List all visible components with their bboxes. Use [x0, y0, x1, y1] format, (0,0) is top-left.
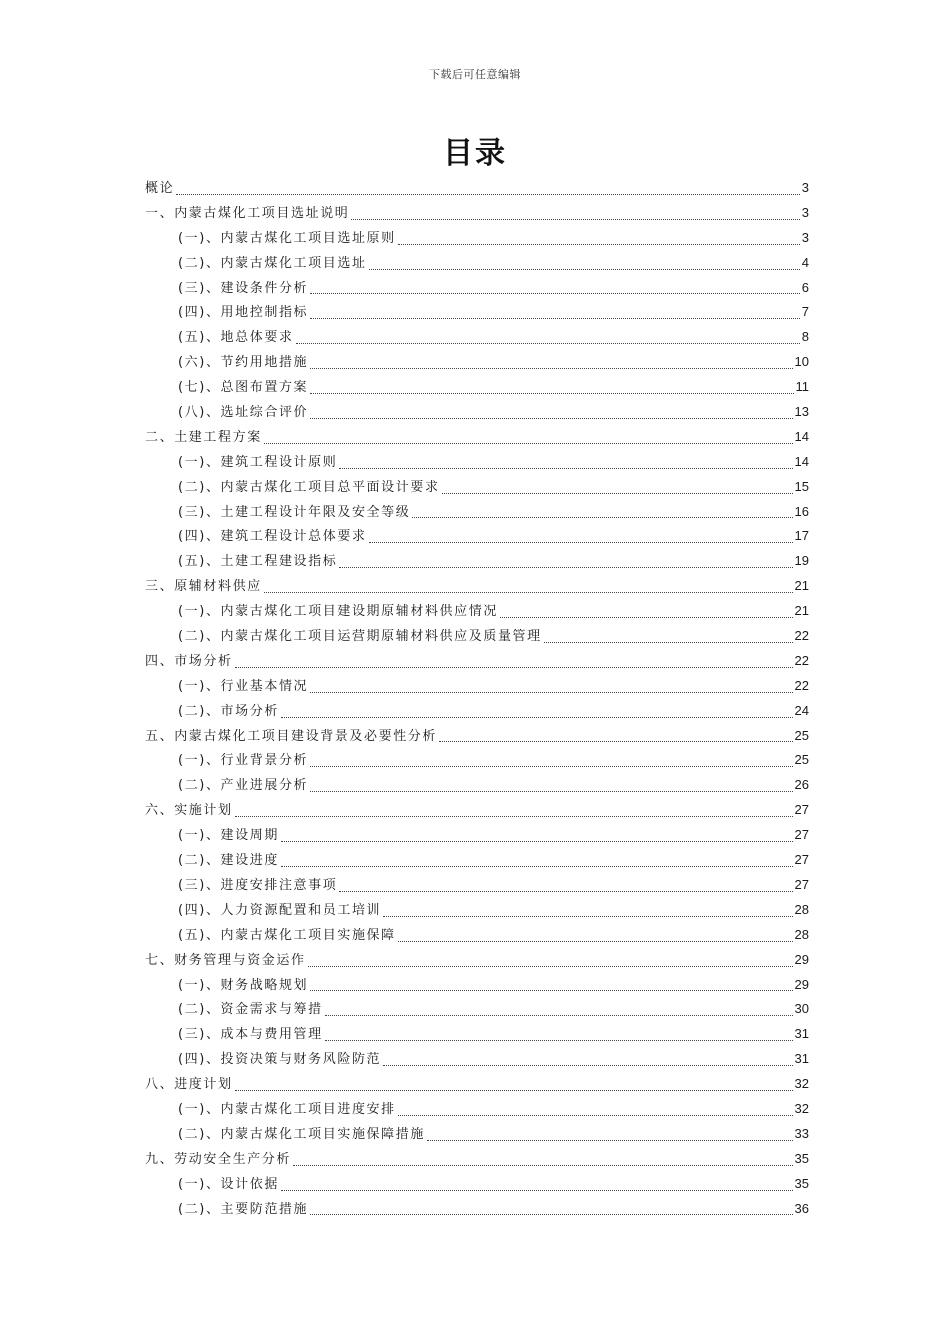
toc-entry[interactable]: [145, 997, 809, 1022]
dot-leader: [412, 516, 792, 518]
toc-entry-label: (一)、设计依据: [178, 1176, 279, 1192]
toc-entry[interactable]: [145, 798, 809, 823]
toc-entry[interactable]: [145, 848, 809, 873]
toc-entry-page-number: 27: [794, 827, 809, 843]
toc-entry-page-number: 21: [794, 578, 809, 594]
toc-entry-label: (五)、内蒙古煤化工项目实施保障: [178, 927, 396, 943]
toc-entry[interactable]: [145, 500, 809, 525]
dot-leader: [176, 193, 800, 195]
toc-entry-page-number: 25: [794, 752, 809, 768]
toc-entry-page-number: 35: [794, 1175, 809, 1191]
toc-entry-label: 概论: [145, 181, 175, 196]
toc-entry[interactable]: [145, 873, 809, 898]
toc-entry[interactable]: [145, 823, 809, 848]
dot-leader: [310, 367, 792, 369]
toc-entry[interactable]: [145, 524, 809, 549]
dot-leader: [310, 765, 792, 767]
dot-leader: [500, 616, 793, 618]
dot-leader: [442, 492, 793, 494]
dot-leader: [235, 666, 793, 668]
toc-entry-label: 三、原辅材料供应: [145, 579, 262, 595]
toc-entry-page-number: 4: [801, 254, 809, 270]
dot-leader: [281, 716, 793, 718]
toc-entry-page-number: 33: [794, 1125, 809, 1141]
toc-entry-page-number: 16: [794, 503, 809, 519]
toc-entry[interactable]: [145, 1197, 809, 1222]
toc-entry[interactable]: [145, 1122, 809, 1147]
dot-leader: [308, 965, 793, 967]
toc-entry[interactable]: [145, 300, 809, 325]
toc-entry-page-number: 3: [801, 180, 809, 195]
toc-entry[interactable]: [145, 176, 809, 201]
toc-entry-label: (一)、建设周期: [178, 828, 279, 844]
dot-leader: [544, 641, 793, 643]
dot-leader: [325, 1014, 793, 1016]
toc-entry-page-number: 36: [794, 1200, 809, 1216]
dot-leader: [369, 541, 793, 543]
toc-entry-label: (二)、内蒙古煤化工项目实施保障措施: [178, 1126, 425, 1142]
toc-entry-label: (一)、财务战略规划: [178, 977, 309, 993]
toc-entry-page-number: 14: [794, 453, 809, 469]
dot-leader: [310, 317, 800, 319]
toc-entry-label: (一)、内蒙古煤化工项目建设期原辅材料供应情况: [178, 604, 498, 620]
toc-entry-page-number: 35: [794, 1150, 809, 1166]
dot-leader: [296, 342, 800, 344]
toc-entry[interactable]: [145, 1022, 809, 1047]
dot-leader: [325, 1039, 793, 1041]
toc-entry-page-number: 10: [794, 354, 809, 370]
toc-entry-label: (四)、建筑工程设计总体要求: [178, 529, 367, 545]
dot-leader: [439, 740, 793, 742]
toc-entry-label: (一)、行业基本情况: [178, 678, 309, 694]
toc-entry-label: (四)、用地控制指标: [178, 305, 309, 321]
toc-entry-label: 九、劳动安全生产分析: [145, 1151, 292, 1167]
toc-entry-label: (二)、内蒙古煤化工项目运营期原辅材料供应及质量管理: [178, 629, 542, 645]
dot-leader: [398, 1114, 793, 1116]
toc-entry[interactable]: [145, 425, 809, 450]
toc-entry-label: (二)、产业进展分析: [178, 778, 309, 794]
toc-title: 目录: [443, 136, 507, 171]
toc-entry[interactable]: [145, 574, 809, 599]
toc-entry[interactable]: [145, 898, 809, 923]
toc-entry-label: 四、市场分析: [145, 653, 233, 669]
page-header: 下载后可任意编辑: [429, 68, 521, 81]
dot-leader: [235, 1089, 793, 1091]
toc-entry-page-number: 17: [794, 528, 809, 544]
toc-entry[interactable]: [145, 773, 809, 798]
dot-leader: [281, 1189, 793, 1191]
toc-entry-page-number: 22: [794, 628, 809, 644]
toc-entry-label: 二、土建工程方案: [145, 429, 262, 445]
dot-leader: [339, 566, 792, 568]
toc-entry-label: (二)、内蒙古煤化工项目选址: [178, 255, 367, 271]
dot-leader: [310, 989, 792, 991]
toc-entry[interactable]: [145, 674, 809, 699]
dot-leader: [427, 1139, 793, 1141]
dot-leader: [281, 865, 793, 867]
toc-entry-page-number: 22: [794, 652, 809, 668]
toc-entry[interactable]: [145, 624, 809, 649]
toc-entry-page-number: 14: [794, 428, 809, 444]
toc-entry-page-number: 32: [794, 1076, 809, 1092]
toc-entry-label: (六)、节约用地措施: [178, 355, 309, 371]
dot-leader: [398, 940, 793, 942]
dot-leader: [310, 392, 793, 394]
toc-entry-label: (五)、地总体要求: [178, 330, 294, 346]
toc-entry-page-number: 30: [794, 1001, 809, 1017]
toc-entry[interactable]: [145, 226, 809, 251]
dot-leader: [339, 467, 792, 469]
toc-entry-page-number: 28: [794, 926, 809, 942]
toc-entry-page-number: 6: [801, 279, 809, 295]
toc-entry-label: (一)、行业背景分析: [178, 753, 309, 769]
dot-leader: [310, 691, 792, 693]
toc-entry[interactable]: [145, 948, 809, 973]
toc-entry-page-number: 29: [794, 951, 809, 967]
toc-entry[interactable]: [145, 748, 809, 773]
dot-leader: [264, 591, 793, 593]
toc-entry-page-number: 32: [794, 1100, 809, 1116]
toc-entry-page-number: 19: [794, 553, 809, 569]
dot-leader: [310, 790, 792, 792]
toc-entry-page-number: 27: [794, 802, 809, 818]
toc-entry-label: (三)、成本与费用管理: [178, 1027, 323, 1043]
toc-entry-page-number: 31: [794, 1051, 809, 1067]
toc-entry[interactable]: [145, 325, 809, 350]
toc-entry-label: (一)、内蒙古煤化工项目选址原则: [178, 230, 396, 246]
dot-leader: [383, 915, 792, 917]
toc-entry-label: (三)、进度安排注意事项: [178, 877, 338, 893]
toc-entry-label: 一、内蒙古煤化工项目选址说明: [145, 205, 350, 221]
toc-entry-page-number: 7: [801, 304, 809, 320]
dot-leader: [310, 1213, 792, 1215]
toc-entry-label: 七、财务管理与资金运作: [145, 952, 306, 968]
toc-entry[interactable]: [145, 923, 809, 948]
toc-entry-page-number: 8: [801, 329, 809, 345]
toc-entry[interactable]: [145, 1072, 809, 1097]
dot-leader: [398, 243, 800, 245]
toc-entry[interactable]: [145, 549, 809, 574]
toc-entry-page-number: 27: [794, 852, 809, 868]
toc-entry[interactable]: [145, 599, 809, 624]
toc-entry-page-number: 21: [794, 603, 809, 619]
toc-entry-label: (二)、主要防范措施: [178, 1201, 309, 1217]
toc-entry-label: (七)、总图布置方案: [178, 380, 309, 396]
dot-leader: [264, 442, 793, 444]
toc-entry-page-number: 11: [795, 379, 809, 395]
toc-entry-page-number: 28: [794, 901, 809, 917]
toc-entry[interactable]: [145, 276, 809, 301]
toc-entry-page-number: 13: [794, 404, 809, 420]
dot-leader: [351, 218, 799, 220]
dot-leader: [383, 1064, 792, 1066]
dot-leader: [293, 1164, 793, 1166]
dot-leader: [310, 417, 792, 419]
toc-entry-page-number: 24: [794, 702, 809, 718]
toc-entry-label: (二)、资金需求与筹措: [178, 1002, 323, 1018]
toc-entry-label: (三)、土建工程设计年限及安全等级: [178, 504, 411, 520]
toc-entry[interactable]: [145, 1097, 809, 1122]
toc-entry[interactable]: [145, 1147, 809, 1172]
toc-entry[interactable]: [145, 201, 809, 226]
toc-entry-page-number: 3: [801, 229, 809, 245]
toc-entry[interactable]: [145, 973, 809, 998]
toc-entry-label: (二)、建设进度: [178, 853, 279, 869]
toc-entry[interactable]: [145, 699, 809, 724]
toc-entry-label: (四)、投资决策与财务风险防范: [178, 1052, 382, 1068]
toc-entry-label: (一)、建筑工程设计原则: [178, 454, 338, 470]
toc-entry[interactable]: [145, 724, 809, 749]
toc-entry-page-number: 31: [794, 1026, 809, 1042]
toc-entry[interactable]: [145, 251, 809, 276]
toc-entry-page-number: 26: [794, 777, 809, 793]
toc-entry-label: (三)、建设条件分析: [178, 280, 309, 296]
toc-entry-page-number: 3: [801, 204, 809, 220]
toc-entry[interactable]: [145, 375, 809, 400]
toc-entry-label: (四)、人力资源配置和员工培训: [178, 902, 382, 918]
toc-entry-label: (八)、选址综合评价: [178, 405, 309, 421]
toc-entry-page-number: 25: [794, 727, 809, 743]
toc-entry-label: (二)、内蒙古煤化工项目总平面设计要求: [178, 479, 440, 495]
dot-leader: [369, 268, 800, 270]
toc-entry[interactable]: [145, 475, 809, 500]
dot-leader: [310, 292, 800, 294]
toc-entry-label: (一)、内蒙古煤化工项目进度安排: [178, 1101, 396, 1117]
toc-entry[interactable]: [145, 350, 809, 375]
toc-entry-page-number: 22: [794, 677, 809, 693]
toc-entry[interactable]: [145, 400, 809, 425]
toc-entry[interactable]: [145, 1047, 809, 1072]
toc-entry-page-number: 15: [794, 478, 809, 494]
dot-leader: [281, 840, 793, 842]
toc-entry-label: (二)、市场分析: [178, 703, 279, 719]
toc-entry-label: 五、内蒙古煤化工项目建设背景及必要性分析: [145, 728, 438, 744]
toc-entry-label: (五)、土建工程建设指标: [178, 554, 338, 570]
toc-entry-label: 六、实施计划: [145, 803, 233, 819]
toc-entry-page-number: 27: [794, 876, 809, 892]
table-of-contents: [145, 176, 809, 1221]
toc-entry[interactable]: [145, 1172, 809, 1197]
dot-leader: [235, 815, 793, 817]
toc-entry-page-number: 29: [794, 976, 809, 992]
dot-leader: [339, 890, 792, 892]
toc-entry-label: 八、进度计划: [145, 1077, 233, 1093]
toc-entry[interactable]: [145, 450, 809, 475]
toc-entry[interactable]: [145, 649, 809, 674]
